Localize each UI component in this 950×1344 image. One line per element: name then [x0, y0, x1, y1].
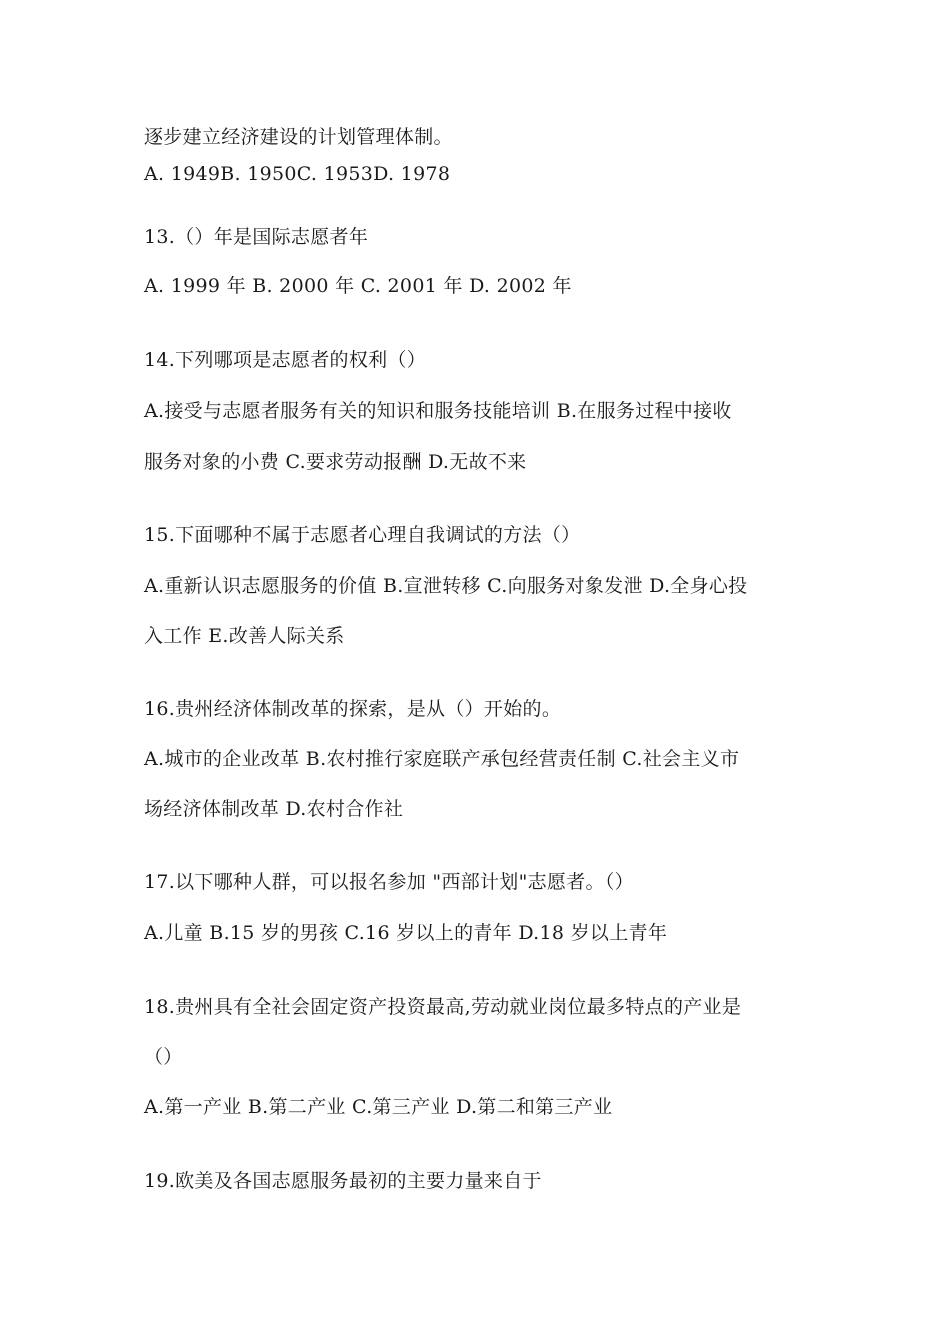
- text-line-question-17: 17.以下哪种人群，可以报名参加 "西部计划"志愿者。（）: [144, 871, 634, 893]
- text-line-question-19: 19.欧美及各国志愿服务最初的主要力量来自于: [144, 1170, 542, 1192]
- text-line-options-q18: A.第一产业 B.第二产业 C.第三产业 D.第二和第三产业: [144, 1096, 613, 1118]
- text-line-options-q16-part2: 场经济体制改革 D.农村合作社: [144, 798, 404, 820]
- text-line-question-18-part2: （）: [144, 1046, 183, 1068]
- text-line-options-q12: A. 1949B. 1950C. 1953D. 1978: [144, 163, 451, 185]
- text-line-options-q13: A. 1999 年 B. 2000 年 C. 2001 年 D. 2002 年: [144, 275, 572, 297]
- text-line-options-q14-part1: A.接受与志愿者服务有关的知识和服务技能培训 B.在服务过程中接收: [144, 400, 732, 422]
- text-line-question-16: 16.贵州经济体制改革的探索，是从（）开始的。: [144, 698, 562, 720]
- text-line-question-13: 13.（）年是国际志愿者年: [144, 226, 369, 248]
- text-line-options-q17: A.儿童 B.15 岁的男孩 C.16 岁以上的青年 D.18 岁以上青年: [144, 922, 668, 944]
- text-line-previous-question-end: 逐步建立经济建设的计划管理体制。: [144, 126, 453, 148]
- text-line-question-18-part1: 18.贵州具有全社会固定资产投资最高,劳动就业岗位最多特点的产业是: [144, 996, 742, 1018]
- text-line-options-q14-part2: 服务对象的小费 C.要求劳动报酬 D.无故不来: [144, 451, 527, 473]
- text-line-options-q15-part2: 入工作 E.改善人际关系: [144, 625, 345, 647]
- text-line-options-q15-part1: A.重新认识志愿服务的价值 B.宣泄转移 C.向服务对象发泄 D.全身心投: [144, 575, 748, 597]
- text-line-question-15: 15.下面哪种不属于志愿者心理自我调试的方法（）: [144, 524, 581, 546]
- text-line-question-14: 14.下列哪项是志愿者的权利（）: [144, 349, 427, 371]
- text-line-options-q16-part1: A.城市的企业改革 B.农村推行家庭联产承包经营责任制 C.社会主义市: [144, 748, 740, 770]
